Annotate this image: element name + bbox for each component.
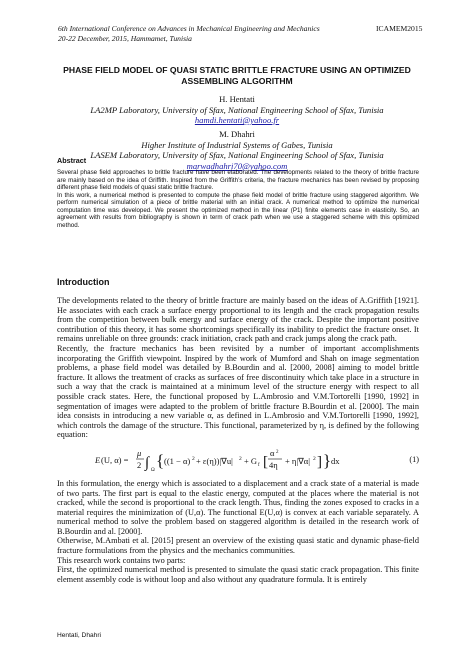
svg-text:+ G: + G <box>244 455 258 466</box>
conference-name: 6th International Conference on Advances in Mechanical Engineering and Mechanics <box>58 24 320 33</box>
svg-text:}: } <box>323 450 332 470</box>
body-paragraph: In this formulation, the energy which is associated to a displacement and a crack state of a material is made of two parts. The first part is equal to the elastic energy, computed at the places where the material is not cracked, while the second is proportional to the crack length. Thus, finding the zones exposed to cracks in a material requires the minimization of (U,α). The functional E(U,α) is convex at each variable separately. A numerical method to solve the problem based on staggered algorithm is detailed in the research work of B.Bourdin and al. [2000]. <box>57 478 419 536</box>
author-name: H. Hentati <box>219 94 255 104</box>
svg-text:+ ε(η))|∇u|: + ε(η))|∇u| <box>196 455 233 466</box>
conference-header <box>58 24 422 44</box>
body-paragraph: The developments related to the theory of brittle fracture are mainly based on the ideas of A.Griffith [1921]. He associates with each crack a surface energy proportional to its length and the crack propagation results from the competition between bulk energy and surface energy of the crack. Despite the important positive contribution of this theory, it has some shortcomings specifically its inability to predict the fracture onset. It remains unreliable on three grounds: crack initiation, crack path and crack jumps along the crack path. <box>57 296 419 344</box>
svg-text:2: 2 <box>192 455 195 462</box>
body-paragraph: Otherwise, M.Ambati et al. [2015] present an overview of the existing quasi static and dynamic phase-field fracture formulations from the physics and the mechanics communities. <box>57 536 419 556</box>
paper-title: PHASE FIELD MODEL OF QUASI STATIC BRITTLE FRACTURE USING AN OPTIMIZED ASSEMBLING ALGORITHM <box>63 65 411 86</box>
author-name: M. Dhahri <box>219 129 255 139</box>
svg-text:]: ] <box>317 453 322 470</box>
svg-text:2: 2 <box>276 449 279 455</box>
svg-text:E: E <box>95 454 101 465</box>
equation-1 <box>57 445 419 475</box>
svg-text:Ω: Ω <box>151 467 155 473</box>
introduction-body <box>57 296 419 584</box>
svg-text:2: 2 <box>137 459 142 470</box>
equation-number: (1) <box>409 454 419 464</box>
abstract-body <box>57 169 419 229</box>
author-affiliation: LASEM Laboratory, University of Sfax, National Engineering School of Sfax, Tunisia <box>90 150 384 160</box>
energy-functional-equation <box>95 445 375 475</box>
introduction-heading: Introduction <box>57 277 110 287</box>
author-email-link[interactable]: hamdi.hentati@yahoo.fr <box>194 115 280 125</box>
svg-text:4η: 4η <box>269 459 278 470</box>
svg-text:(U, α) =: (U, α) = <box>101 454 129 465</box>
svg-text:((1 − α): ((1 − α) <box>164 455 191 466</box>
svg-text:f: f <box>258 462 260 468</box>
author-affiliation: Higher Institute of Industrial Systems of Gabes, Tunisia <box>141 139 333 150</box>
body-paragraph: Recently, the fracture mechanics has been revisited by a number of important accomplishments incorporating the Griffith viewpoint. Inspired by the work of Mumford and Shah on image segmentation problems, a phase field model was detailed by B.Bourdin and al. [2000, 2008] aiming to model brittle fracture. It allows the treatment of cracks as surfaces of free discontinuity which take place in a structure in such a way that the crack is maintained at a minimum level of the structure energy with respect to all possible crack states. Here, the functional proposed by L.Ambrosio and V.M.Tortorelli [1990, 1992] in segmentation of images were adapted to the problem of brittle fracture B.Bourdin et al. [2000]. The main idea consists in introducing a new variable α, as defined in L.Ambrosio and V.M.Tortorelli [1990, 1992], which controls the damage of the structure. This functional, parameterized by η, is defined by the following equation: <box>57 343 419 440</box>
svg-text:[: [ <box>263 453 268 470</box>
conference-dates: 20-22 December, 2015, Hammamet, Tunisia <box>58 34 192 43</box>
abstract-paragraph: In this work, a numerical method is presented to compute the phase field model of brittle fracture using staggered algorithm. We perform numerical simulation of a piece of brittle material with an initial crack. A numerical method to optimize the numerical computation time was developed. We present the optimized method in the linear (P1) finite elements case in elasticity. So, an agreement with results from bibliography is shown in term of crack path when we use a staggered scheme with this optimized method. <box>57 191 419 229</box>
svg-text:+ η|∇α|: + η|∇α| <box>285 455 310 466</box>
conference-code: ICAMEM2015 <box>376 24 423 33</box>
svg-text:∫: ∫ <box>145 454 150 471</box>
author-affiliation: LA2MP Laboratory, University of Sfax, National Engineering School of Sfax, Tunisia <box>90 104 384 115</box>
svg-text:dx: dx <box>331 455 340 466</box>
author-block-1 <box>40 94 434 126</box>
abstract-paragraph: Several phase field approaches to brittle fracture have been elaborated. The developments related to the theory of brittle fracture are mainly based on the idea of Griffith. Inspired from the Griffith’s criteria, the fracture mechanics has been revised by proposing different phase field models of quasi static brittle fracture. <box>57 169 419 191</box>
body-paragraph: This research work contains two parts: <box>57 555 186 565</box>
svg-text:μ: μ <box>137 447 142 458</box>
author-block-2 <box>40 129 434 171</box>
svg-text:α: α <box>270 447 275 458</box>
svg-text:2: 2 <box>239 455 242 462</box>
author-email-link[interactable]: marwadhahri70@yahoo.com <box>186 160 288 171</box>
svg-text:2: 2 <box>313 455 316 462</box>
abstract-heading: Abstract <box>57 156 87 165</box>
svg-text:{: { <box>156 450 165 470</box>
body-paragraph: First, the optimized numerical method is presented to simulate the quasi static crack propagation. This finite element assembly code is without loop and also without any quadrature formula. It is entirely <box>57 565 419 584</box>
page-footer: Hentati, Dhahri <box>57 632 101 639</box>
